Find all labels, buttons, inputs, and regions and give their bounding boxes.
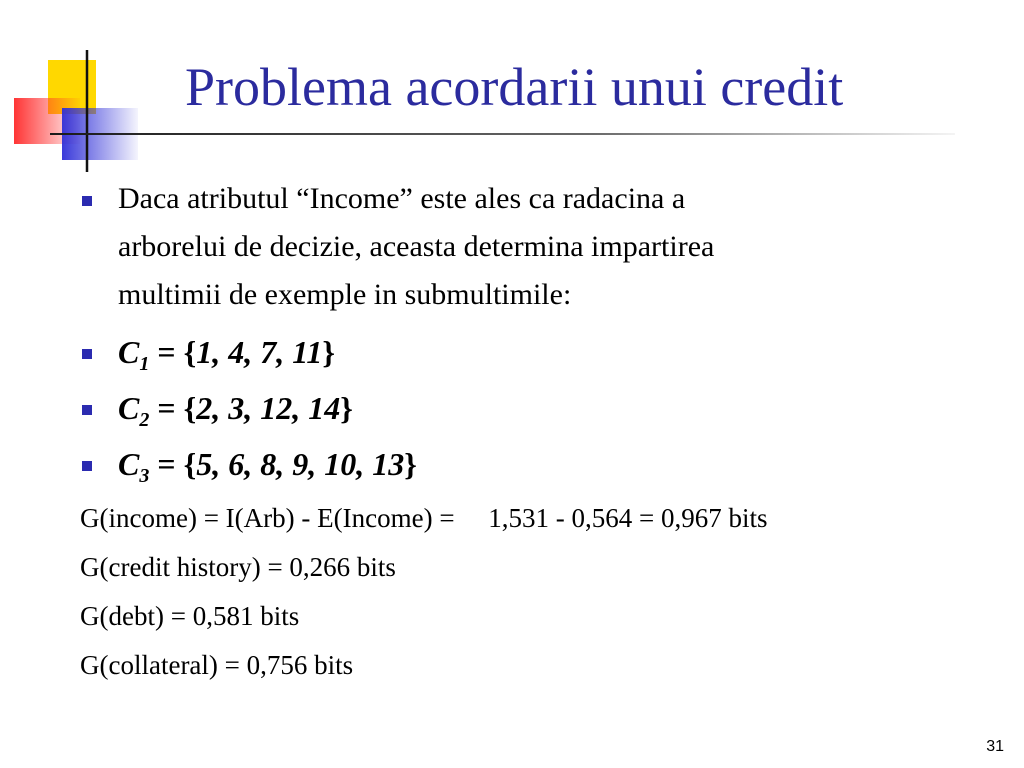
set-equals: = { xyxy=(149,446,197,482)
set-equals: = { xyxy=(149,334,197,370)
gain-collateral-line: G(collateral) = 0,756 bits xyxy=(80,650,354,680)
slide-page-number: 31 xyxy=(986,738,1004,755)
gain-income-line: G(income) = I(Arb) - E(Income) = 1,531 - 0,564 = 0,967 bits xyxy=(80,503,768,533)
bullet-square-icon xyxy=(82,461,92,471)
set-name: C xyxy=(118,446,140,482)
set-index: 2 xyxy=(139,409,150,431)
gain-credit-history-line: G(credit history) = 0,266 bits xyxy=(80,552,396,582)
set-close: } xyxy=(340,390,353,426)
bullet-intro-line-2: arborelui de decizie, aceasta determina impartirea xyxy=(118,230,715,263)
bullet-intro-line-1: Daca atributul “Income” este ales ca radacina a xyxy=(118,182,686,215)
set-values: 2, 3, 12, 14 xyxy=(196,390,341,426)
gain-debt-line: G(debt) = 0,581 bits xyxy=(80,601,300,631)
title-divider xyxy=(50,133,955,135)
set-close: } xyxy=(404,446,417,482)
set-c1-expression xyxy=(118,328,335,376)
set-name: C xyxy=(118,334,140,370)
set-index: 1 xyxy=(139,353,150,375)
bullet-square-icon xyxy=(82,405,92,415)
bullet-square-icon xyxy=(82,196,92,206)
decorative-logo-graphic xyxy=(0,0,150,180)
set-c3-expression xyxy=(118,440,417,488)
bullet-intro-text xyxy=(118,175,714,319)
set-equals: = { xyxy=(149,390,197,426)
bullet-intro-line-3: multimii de exemple in submultimile: xyxy=(118,278,572,311)
set-c2-expression xyxy=(118,384,353,432)
set-values: 1, 4, 7, 11 xyxy=(196,334,323,370)
bullet-square-icon xyxy=(82,349,92,359)
set-values: 5, 6, 8, 9, 10, 13 xyxy=(196,446,405,482)
set-name: C xyxy=(118,390,140,426)
slide-title: Problema acordarii unui credit xyxy=(185,57,844,117)
set-index: 3 xyxy=(139,465,150,487)
set-close: } xyxy=(322,334,336,370)
